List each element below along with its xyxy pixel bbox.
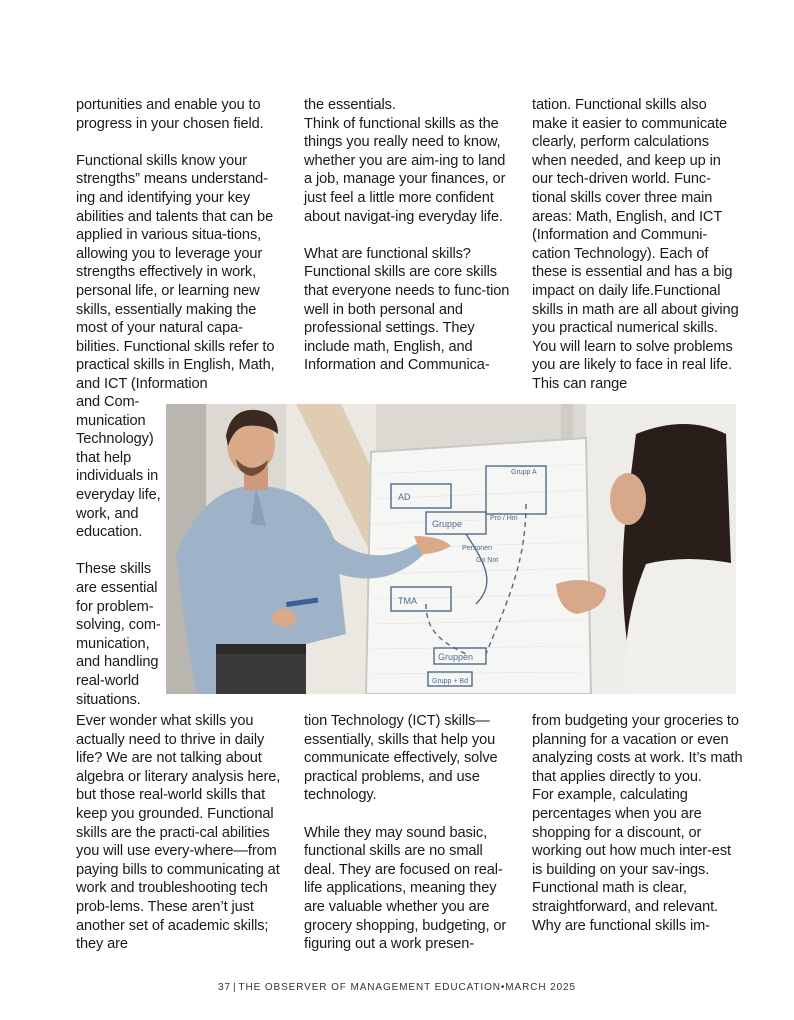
paragraph: and Com-munication Technology) that help individuals in everyday life, work, and education.: [76, 394, 161, 541]
publication-title: THE OBSERVER OF MANAGEMENT EDUCATION•MARCH 2025: [238, 982, 576, 993]
column-1-top-text: [76, 96, 286, 394]
paragraph: tation. Functional skills also make it easier to communicate clearly, perform calculations when needed, and keep up in our tech-driven world. Func-tional skills cover three main areas: Math, English, and ICT (Information and Communi-cation Technology). Each of these is essential and has a big impact on daily life.Functional skills in math are all about giving you practical numerical skills. You will learn to solve problems you are likely to face in real life. This can range: [532, 97, 739, 392]
flipchart-label: Go Not: [476, 557, 499, 564]
column-2-bottom-text: [304, 712, 514, 954]
flipchart-label: Pro / Hm: [490, 515, 518, 522]
paragraph: These skills are essential for problem-solving, com-munication, and handling real-world situations.: [76, 561, 161, 708]
subheading: What are functional skills?: [304, 245, 471, 262]
paragraph: portunities and enable you to progress in your chosen field.: [76, 97, 264, 132]
flipchart-label: Grupp + Bd: [432, 678, 468, 685]
column-3-top-text: [532, 96, 744, 394]
paragraph: Functional skills are core skills that everyone needs to func-tion well in both personal and professional settings. They include math, English, and Information and Communica-: [304, 264, 510, 374]
presentation-photo: [166, 404, 736, 694]
flipchart-label: Gruppe: [432, 519, 463, 529]
column-3-bottom-text: [532, 712, 744, 935]
paragraph: Think of functional skills as the things you really need to know, whether you are aim-ing to land a job, manage your finances, or just feel a little more confident about navigat-ing everyday life.: [304, 115, 506, 225]
paragraph: the essentials.: [304, 97, 396, 113]
flipchart-label: Gruppen: [438, 652, 474, 662]
paragraph: tion Technology (ICT) skills—essentially, skills that help you communicate effectively, solve practical problems, and use technology.: [304, 713, 498, 804]
flipchart-label: Personen: [462, 545, 492, 552]
column-2-top-text: [304, 96, 514, 375]
flipchart-label: TMA: [398, 596, 417, 606]
column-1-wrap-text: [76, 393, 168, 709]
flipchart-label: Grupp A: [511, 469, 537, 476]
page-number: 37: [218, 982, 231, 993]
paragraph: For example, calculating percentages when you are shopping for a discount, or working out how much inter-est is building on your sav-ings. Functional math is clear, straightforward, and relevant. Why are functional skills im-: [532, 787, 731, 934]
paragraph: Ever wonder what skills you actually need to thrive in daily life? We are not talking about algebra or literary analysis here, but those real-world skills that keep you grounded. Functional skills are the practi-cal abilities you will use every-where—from paying bills to communicating at work and troubleshooting tech prob-lems. These aren’t just another set of academic skills; they are: [76, 713, 281, 953]
page-footer: [0, 982, 794, 993]
paragraph: from budgeting your groceries to planning for a vacation or even analyzing costs at work. It’s math that applies directly to you.: [532, 713, 743, 785]
column-1-bottom-text: [76, 712, 286, 954]
footer-separator: |: [232, 982, 237, 993]
flipchart-label: AD: [398, 492, 411, 502]
paragraph: Functional skills know your strengths” means understand-ing and identifying your key abilities and talents that can be applied in various situa-tions, allowing you to leverage your strengths effectively in work, personal life, or learning new skills, essentially making the most of your natural capa-bilities. Functional skills refer to practical skills in English, Math, and ICT (Information: [76, 152, 275, 392]
paragraph: While they may sound basic, functional skills are no small deal. They are focused on real-life applications, meaning they are valuable whether you are grocery shopping, budgeting, or figuring out a work presen-: [304, 824, 507, 953]
